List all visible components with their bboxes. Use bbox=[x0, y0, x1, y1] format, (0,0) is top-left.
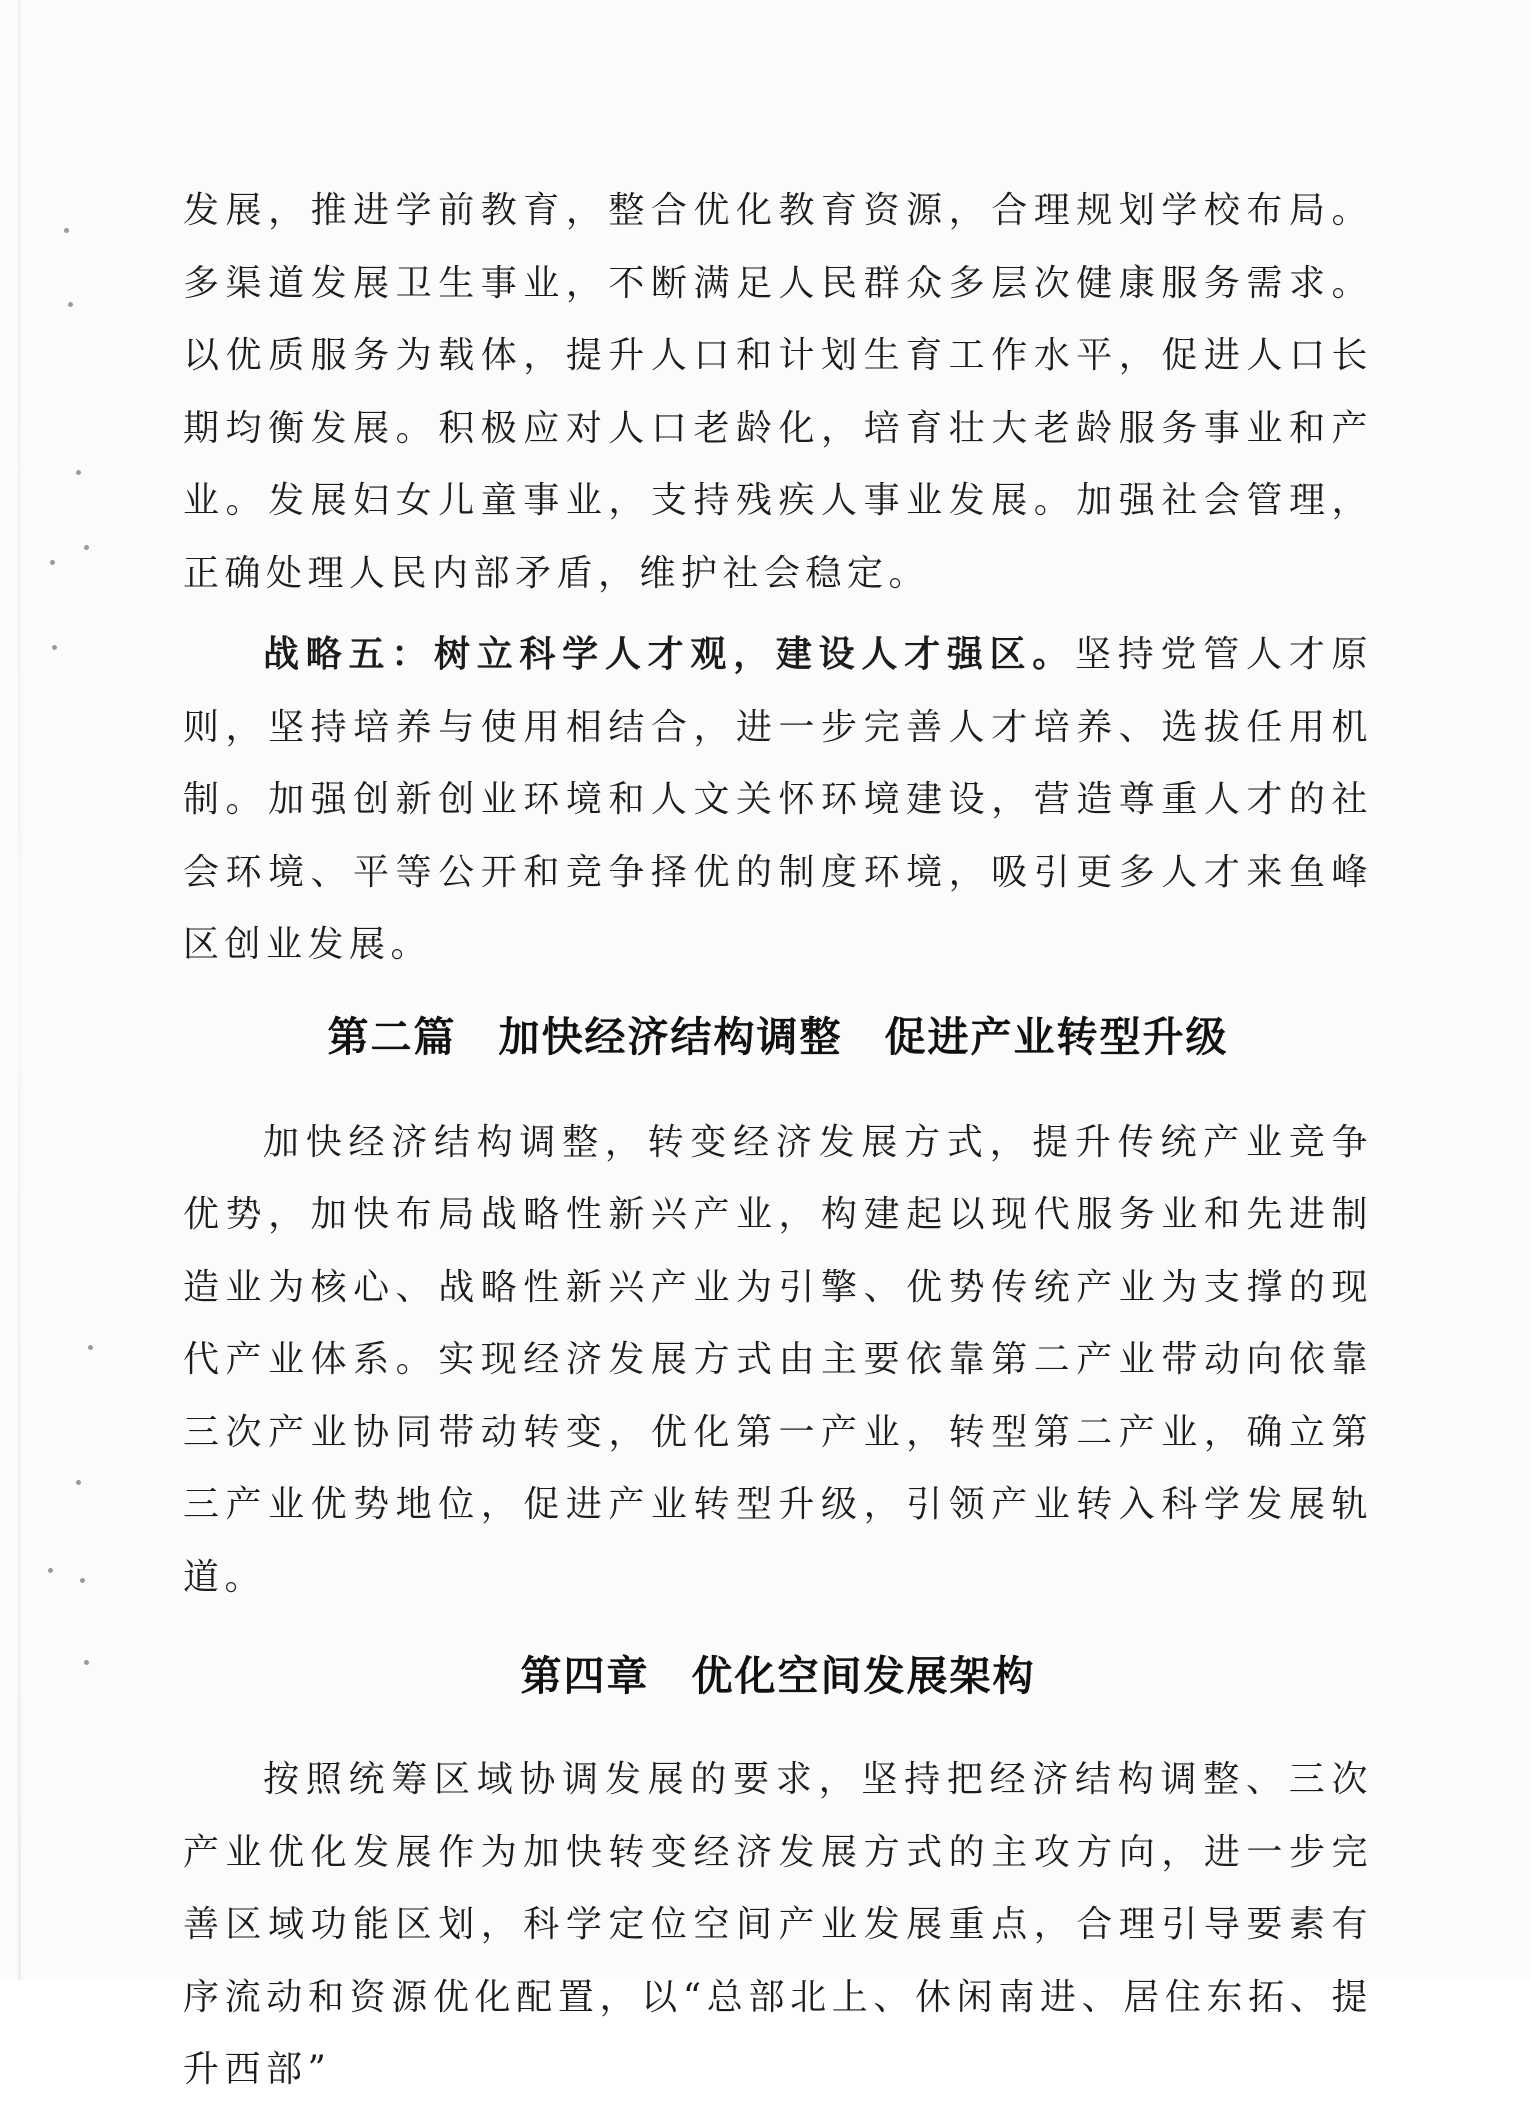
strategy-five-lead: 战略五：树立科学人才观，建设人才强区。 bbox=[263, 633, 1076, 675]
document-body bbox=[183, 175, 1373, 2107]
scan-speck bbox=[80, 1578, 85, 1583]
scan-speck bbox=[84, 1660, 89, 1665]
paragraph-spatial-layout: 按照统筹区域协调发展的要求，坚持把经济结构调整、三次产业优化发展作为加快转变经济发展方式的主攻方向，进一步完善区域功能区划，科学定位空间产业发展重点，合理引导要素有序流动和资源优化配置，以“总部北上、休闲南进、居住东拓、提升西部” bbox=[183, 1759, 1373, 2090]
scan-speck bbox=[76, 470, 81, 475]
chapter-four-title: 优化空间发展架构 bbox=[691, 1652, 1036, 1700]
scan-speck bbox=[84, 545, 89, 550]
scan-speck bbox=[88, 1345, 93, 1350]
scan-speck bbox=[64, 228, 69, 233]
part-two-subtitle: 促进产业转型升级 bbox=[884, 1012, 1229, 1061]
part-two-title: 加快经济结构调整 bbox=[498, 1012, 843, 1061]
chapter-four-number: 第四章 bbox=[520, 1652, 650, 1700]
paragraph-social-development: 发展，推进学前教育，整合优化教育资源，合理规划学校布局。多渠道发展卫生事业，不断满足人民群众多层次健康服务需求。以优质服务为载体，提升人口和计划生育工作水平，促进人口长期均衡发展。积极应对人口老龄化，培育壮大老龄服务事业和产业。发展妇女儿童事业，支持残疾人事业发展。加强社会管理，正确处理人民内部矛盾，维护社会稳定。 bbox=[183, 190, 1373, 594]
scan-speck bbox=[68, 302, 73, 307]
paragraph-strategy-five bbox=[183, 618, 1373, 982]
part-two-heading bbox=[183, 1007, 1373, 1067]
scan-speck bbox=[48, 1568, 53, 1573]
paragraph-economic-restructuring: 加快经济结构调整，转变经济发展方式，提升传统产业竞争优势，加快布局战略性新兴产业，构建起以现代服务业和先进制造业为核心、战略性新兴产业为引擎、优势传统产业为支撑的现代产业体系。实现经济发展方式由主要依靠第二产业带动向依靠三次产业协同带动转变，优化第一产业，转型第二产业，确立第三产业优势地位，促进产业转型升级，引领产业转入科学发展轨道。 bbox=[183, 1121, 1373, 1598]
scan-speck bbox=[76, 1480, 81, 1485]
strategy-five-body: 坚持党管人才原则，坚持培养与使用相结合，进一步完善人才培养、选拔任用机制。加强创新创业环境和人文关怀环境建设，营造尊重人才的社会环境、平等公开和竞争择优的制度环境，吸引更多人才来鱼峰区创业发展。 bbox=[183, 634, 1373, 965]
scan-speck bbox=[50, 560, 55, 565]
part-two-number: 第二篇 bbox=[327, 1012, 457, 1061]
chapter-four-heading bbox=[183, 1646, 1373, 1706]
scan-speck bbox=[52, 645, 57, 650]
scan-edge-shadow bbox=[18, 0, 21, 1980]
